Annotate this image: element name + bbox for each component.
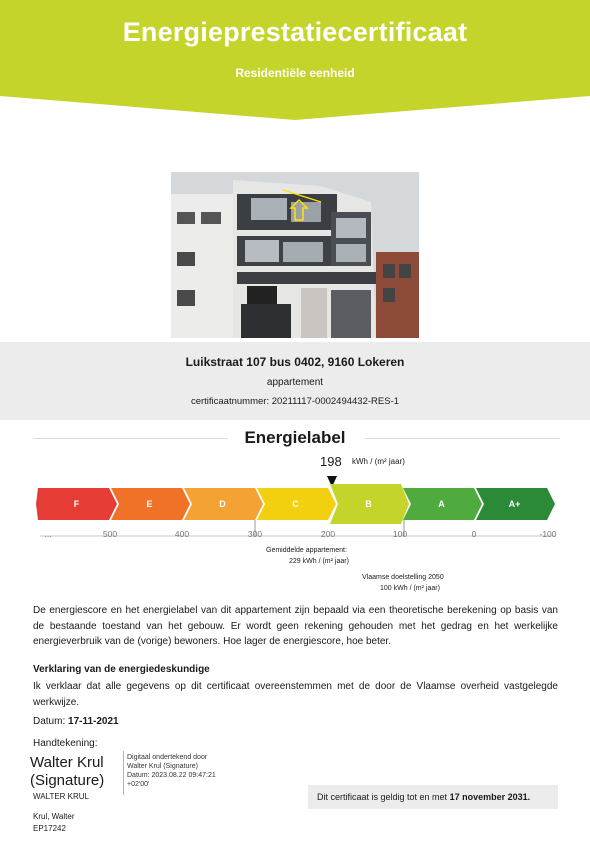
page-subtitle: Residentiële eenheid [235,66,355,80]
tick-label: 300 [247,529,263,539]
band-label: F [73,499,80,509]
signature-name: Walter Krul [30,754,104,771]
date-label: Datum: [33,716,66,727]
tick-label: -100 [539,529,557,539]
signature-heading: Handtekening: [33,738,98,749]
divider-right [365,438,560,439]
tick-label: ... [44,529,52,539]
digital-line-1: Digitaal ondertekend door [127,754,208,761]
digital-signature-info [127,753,216,789]
tick-label: 200 [320,529,336,539]
energy-label-scale [0,470,590,550]
main-paragraph: De energiescore en het energielabel van dit appartement zijn bepaald via een theoretische berekening op basis van de bestaande toestand van het gebouw. Er wordt geen rekening gehouden met het gedrag en het werkelijke energieverbruik van de (vorige) bewoners. Hoe lager de energiescore, hoe beter. [33,605,558,647]
building-type: appartement [266,377,324,388]
address-box [0,342,590,420]
band-label: E [146,499,153,509]
date-line [33,716,119,727]
average-value: 229 kWh / (m² jaar) [289,558,349,565]
digital-line-3: Datum: 2023.08.22 09:47:21 [127,772,216,779]
energielabel-title: Energielabel [244,428,346,447]
building-photo [171,172,419,338]
signature-block [30,754,104,790]
page-title: Energieprestatiecertificaat [122,17,468,47]
certificate-number: certificaatnummer: 20211117-0002494432-RES-1 [190,396,400,407]
band-label: A+ [508,499,521,509]
digital-line-4: +02'00' [127,781,150,788]
address: Luikstraat 107 bus 0402, 9160 Lokeren [185,355,405,369]
energy-score: 198 [320,454,342,469]
validity-box [308,785,558,809]
band-label: C [292,499,299,509]
validity-date: 17 november 2031. [449,792,531,802]
digital-line-2: Walter Krul (Signature) [127,763,198,770]
declaration-heading: Verklaring van de energiedeskundige [33,664,210,675]
date-value: 17-11-2021 [68,716,119,727]
tick-label: 400 [174,529,190,539]
energy-score-unit: kWh / (m² jaar) [352,457,405,466]
tick-label: 100 [392,529,408,539]
goal-value: 100 kWh / (m² jaar) [380,585,440,592]
average-label: Gemiddelde appartement: [266,547,347,554]
signer-id: EP17242 [33,824,66,833]
goal-label: Vlaamse doelstelling 2050 [362,574,444,581]
signature-tag: (Signature) [30,772,105,789]
signer-caps: WALTER KRUL [33,792,90,801]
band-label: B [365,499,372,509]
signer-name: Krul, Walter [33,812,75,821]
band-label: A [438,499,445,509]
header [0,0,590,122]
validity-prefix: Dit certificaat is geldig tot en met [317,792,448,802]
tick-label: 0 [471,529,477,539]
band-label: D [219,499,226,509]
signature-divider [123,751,124,795]
tick-label: 500 [102,529,118,539]
energy-scale-svg [0,470,590,545]
declaration-text: Ik verklaar dat alle gegevens op dit certificaat overeenstemmen met de door de Vlaamse overheid vastgelegde werkwijze. [33,681,558,708]
